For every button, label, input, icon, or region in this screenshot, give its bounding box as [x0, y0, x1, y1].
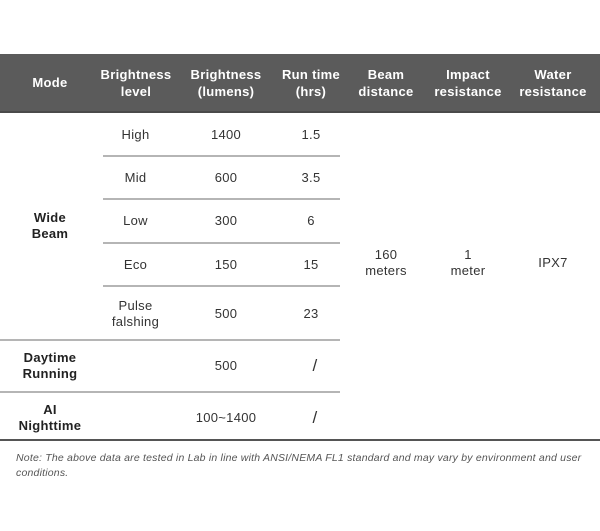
ai-nighttime-runtime: /: [312, 408, 318, 427]
mode-wide-beam: Wide Beam: [31, 210, 69, 241]
header-mode: Mode: [32, 75, 68, 90]
daytime-runtime: /: [312, 356, 318, 375]
spec-table: [0, 54, 600, 441]
header-brightness-lumens: Brightness (lumens): [190, 66, 262, 99]
table-row-eco-runtime: 15: [303, 257, 319, 272]
table-row-mid-runtime: 3.5: [301, 170, 321, 185]
impact-resistance-value: 1 meter: [450, 247, 486, 278]
beam-distance-value: 160 meters: [365, 247, 407, 278]
table-row-mid-level: Mid: [124, 170, 147, 185]
daytime-lumens: 500: [214, 358, 238, 373]
table-row-pulse-lumens: 500: [214, 305, 238, 321]
header-impact-resistance: Impact resistance: [434, 66, 502, 99]
table-row-pulse-runtime: 23: [303, 305, 319, 321]
header-water-resistance: Water resistance: [519, 66, 587, 99]
table-row-eco-level: Eco: [123, 257, 148, 272]
table-row-low-lumens: 300: [214, 213, 238, 228]
table-row-mid-lumens: 600: [214, 170, 238, 185]
header-run-time: Run time (hrs): [281, 66, 340, 99]
header-beam-distance: Beam distance: [358, 66, 414, 99]
ai-nighttime-lumens: 100~1400: [195, 410, 257, 425]
header-brightness-level: Brightness level: [100, 66, 172, 99]
table-body: [0, 113, 600, 441]
table-row-high-runtime: 1.5: [301, 126, 321, 142]
table-row-high-lumens: 1400: [210, 126, 242, 142]
table-row-high-level: High: [121, 126, 150, 142]
water-resistance-value: IPX7: [538, 255, 568, 270]
table-row-low-runtime: 6: [307, 213, 315, 228]
table-row-low-level: Low: [123, 213, 148, 228]
mode-ai-nighttime: AI Nighttime: [18, 402, 82, 433]
table-row-pulse-level: Pulse falshing: [111, 297, 160, 329]
mode-daytime-running: Daytime Running: [22, 350, 78, 381]
table-bottom-border: [0, 439, 600, 441]
footnote: Note: The above data are tested in Lab in line with ANSI/NEMA FL1 standard and may vary by environment and user conditions.: [16, 452, 582, 479]
table-header-row: [0, 54, 600, 113]
table-row-eco-lumens: 150: [214, 257, 238, 272]
